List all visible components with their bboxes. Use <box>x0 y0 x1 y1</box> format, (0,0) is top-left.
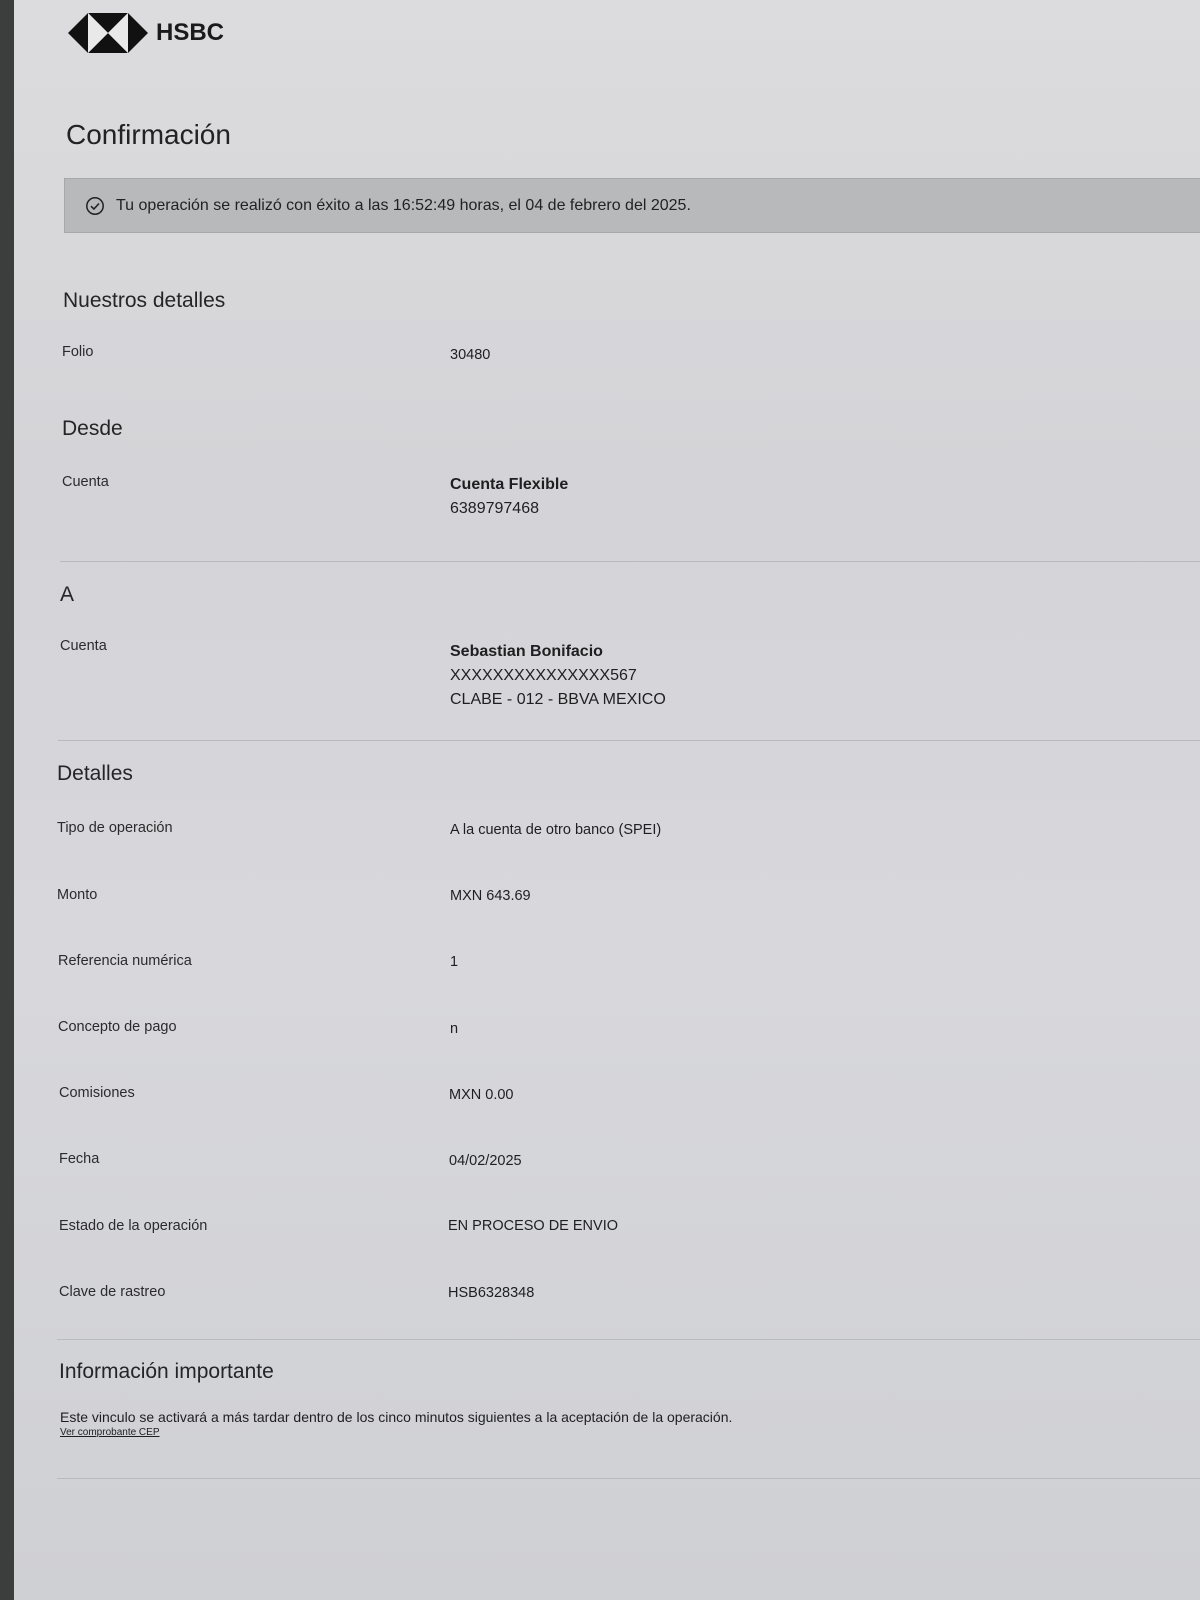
detail-label: Clave de rastreo <box>59 1284 166 1300</box>
detail-value: 1 <box>450 954 459 970</box>
receipt-page <box>14 0 1200 1600</box>
detail-label: Tipo de operación <box>57 820 173 836</box>
folio-label: Folio <box>62 344 94 360</box>
detail-label: Referencia numérica <box>58 953 192 969</box>
divider <box>57 1478 1200 1479</box>
detail-label: Fecha <box>59 1151 100 1167</box>
info-text: Este vinculo se activará a más tardar dentro de los cinco minutos siguientes a la aceptación de la operación. <box>60 1409 733 1425</box>
detail-value: MXN 643.69 <box>450 888 531 904</box>
success-message: Tu operación se realizó con éxito a las 16:52:49 horas, el 04 de febrero del 2025. <box>116 196 691 214</box>
desde-cuenta-label: Cuenta <box>62 474 109 490</box>
detail-value: MXN 0.00 <box>449 1087 514 1103</box>
ver-comprobante-cep-link[interactable]: Ver comprobante CEP <box>60 1427 160 1438</box>
detail-label: Concepto de pago <box>58 1019 177 1035</box>
desde-account-number: 6389797468 <box>450 500 539 517</box>
check-circle-icon <box>85 196 105 216</box>
divider <box>57 1339 1200 1340</box>
desde-account-name: Cuenta Flexible <box>450 476 569 493</box>
section-title-nuestros-detalles: Nuestros detalles <box>63 289 226 312</box>
detail-value: EN PROCESO DE ENVIO <box>448 1218 619 1234</box>
section-title-desde: Desde <box>62 417 123 440</box>
detail-label: Monto <box>57 887 98 903</box>
section-title-informacion: Información importante <box>59 1360 274 1383</box>
detail-value: HSB6328348 <box>448 1285 535 1301</box>
page-title: Confirmación <box>66 119 231 150</box>
detail-label: Estado de la operación <box>59 1218 208 1234</box>
folio-value: 30480 <box>450 347 491 363</box>
success-banner <box>64 178 1200 233</box>
detail-label: Comisiones <box>59 1085 135 1101</box>
detail-value: A la cuenta de otro banco (SPEI) <box>450 822 662 838</box>
section-title-a: A <box>60 583 75 606</box>
beneficiary-account: XXXXXXXXXXXXXXX567 <box>450 667 637 684</box>
hsbc-hexagon-icon <box>68 11 148 55</box>
beneficiary-bank: CLABE - 012 - BBVA MEXICO <box>450 691 666 708</box>
divider <box>60 561 1200 562</box>
beneficiary-name: Sebastian Bonifacio <box>450 643 603 660</box>
divider <box>58 740 1200 741</box>
detail-value: 04/02/2025 <box>449 1153 522 1169</box>
hsbc-logo <box>68 10 224 56</box>
detail-value: n <box>450 1021 459 1037</box>
brand-name: HSBC <box>156 19 225 46</box>
a-cuenta-label: Cuenta <box>60 638 107 654</box>
section-title-detalles: Detalles <box>57 762 133 785</box>
